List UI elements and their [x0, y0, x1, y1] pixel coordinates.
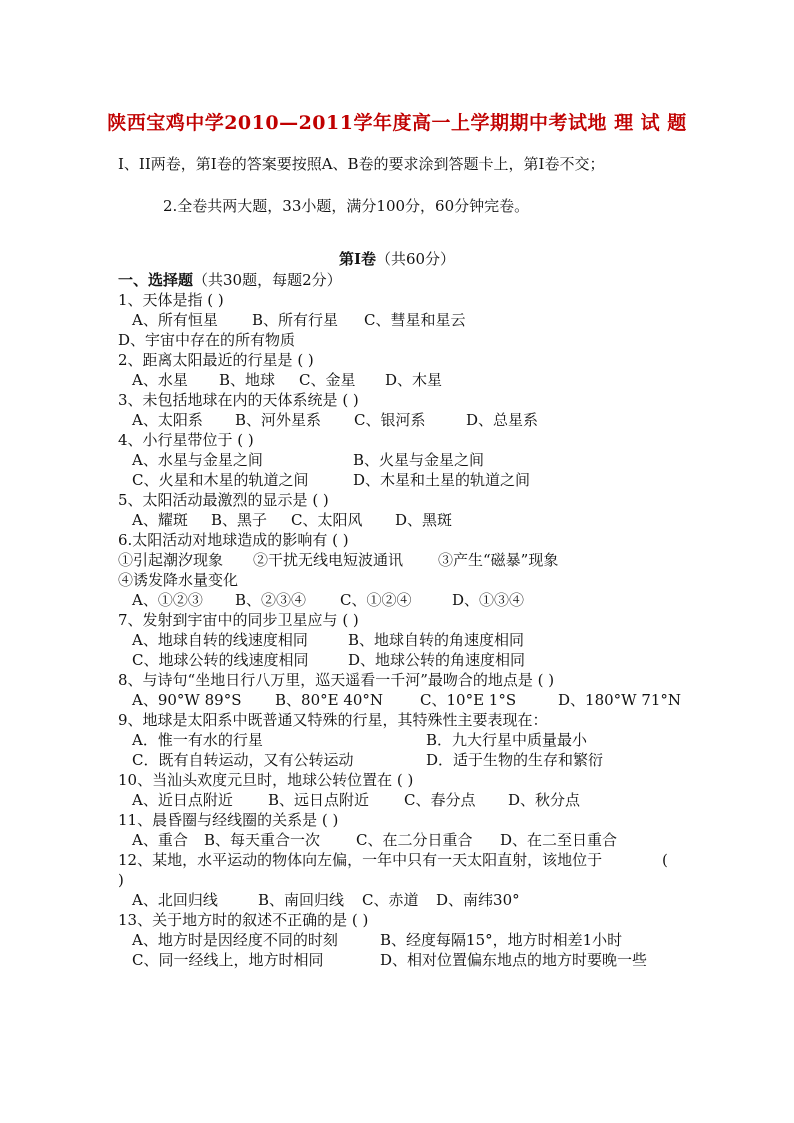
question-stem: 11、晨昏圈与经线圈的关系是 ( )	[118, 811, 339, 829]
paper-heading	[0, 248, 794, 269]
statement: ③产生“磁暴”现象	[438, 551, 559, 569]
option: D、①③④	[452, 591, 525, 609]
option-row	[118, 590, 678, 610]
option: A、水星	[132, 371, 188, 389]
question-stem-row	[118, 850, 678, 870]
option: D．适于生物的生存和繁衍	[426, 751, 604, 769]
option: C、银河系	[354, 411, 426, 429]
statement: ①引起潮汐现象	[118, 551, 224, 569]
option: C、同一经线上，地方时相同	[132, 951, 324, 969]
option: B．九大行星中质量最小	[426, 731, 588, 749]
paper-score: （共60分）	[375, 250, 456, 268]
question-stem: 8、与诗句“坐地日行八万里，巡天遥看一千河”最吻合的地点是 ( )	[118, 671, 555, 689]
option: A、重合	[132, 831, 188, 849]
question-stem: 3、未包括地球在内的天体系统是 ( )	[118, 391, 359, 409]
option: C、10°E 1°S	[420, 691, 517, 709]
question-stem: 12、某地，水平运动的物体向左偏，一年中只有一天太阳直射，该地位于	[118, 851, 603, 869]
option: B、远日点附近	[268, 791, 370, 809]
question-stem: 4、小行星带位于 ( )	[118, 431, 254, 449]
option: C、赤道	[362, 891, 419, 909]
option: D、木星	[385, 371, 443, 389]
option: C、彗星和星云	[364, 311, 466, 329]
option: B、每天重合一次	[204, 831, 321, 849]
option: B、河外星系	[235, 411, 322, 429]
option: C、在二分日重合	[356, 831, 473, 849]
statement-row	[118, 550, 678, 570]
option-row	[118, 310, 678, 330]
section-desc: （共30题，每题2分）	[193, 271, 342, 289]
option: B、南回归线	[258, 891, 345, 909]
option: C、①②④	[340, 591, 412, 609]
section-name: 一、选择题	[118, 271, 194, 289]
statement: ②干扰无线电短波通讯	[253, 551, 404, 569]
option-row	[118, 650, 678, 670]
option-row	[118, 930, 678, 950]
option: C、春分点	[404, 791, 476, 809]
option: B、黑子	[211, 511, 268, 529]
option: B、②③④	[235, 591, 307, 609]
option-row	[118, 450, 678, 470]
option: D、总星系	[466, 411, 539, 429]
option: B、火星与金星之间	[353, 451, 485, 469]
option: D、木星和土星的轨道之间	[353, 471, 531, 489]
option: A、90°W 89°S	[132, 691, 242, 709]
option: C、金星	[299, 371, 356, 389]
option-row	[118, 750, 678, 770]
option: A．惟一有水的行星	[132, 731, 263, 749]
option-row	[118, 690, 682, 710]
option: D、地球公转的角速度相同	[348, 651, 526, 669]
instruction-1: I、II两卷，第I卷的答案要按照A、B卷的要求涂到答题卡上，第I卷不交；	[118, 155, 605, 173]
option: D、南纬30°	[436, 891, 520, 909]
option: C、火星和木星的轨道之间	[132, 471, 309, 489]
option: D、宇宙中存在的所有物质	[118, 331, 296, 349]
option: B、地球	[219, 371, 276, 389]
option: A、所有恒星	[132, 311, 218, 329]
option-row	[118, 510, 678, 530]
option: A、北回归线	[132, 891, 218, 909]
question-stem: 2、距离太阳最近的行星是 ( )	[118, 351, 314, 369]
question-stem: 9、地球是太阳系中既普通又特殊的行星，其特殊性主要表现在：	[118, 711, 548, 729]
question-list	[118, 270, 682, 970]
option: C、太阳风	[291, 511, 363, 529]
question-stem: 6.太阳活动对地球造成的影响有 ( )	[118, 531, 349, 549]
option: B、所有行星	[252, 311, 339, 329]
option-row	[118, 410, 678, 430]
instruction-2: 2.全卷共两大题，33小题，满分100分，60分钟完卷。	[163, 197, 530, 215]
option: A、地方时是因经度不同的时刻	[132, 931, 338, 949]
option: A、地球自转的线速度相同	[132, 631, 308, 649]
option-row	[118, 790, 678, 810]
option: D、相对位置偏东地点的地方时要晚一些	[380, 951, 648, 969]
option: D、秋分点	[508, 791, 581, 809]
question-stem: 5、太阳活动最激烈的显示是 ( )	[118, 491, 329, 509]
option-row	[118, 890, 678, 910]
question-stem: 7、发射到宇宙中的同步卫星应与 ( )	[118, 611, 359, 629]
option: C、地球公转的线速度相同	[132, 651, 309, 669]
option: A、耀斑	[132, 511, 188, 529]
option: D、在二至日重合	[500, 831, 618, 849]
option: B、地球自转的角速度相同	[348, 631, 525, 649]
question-stem: 1、天体是指 ( )	[118, 291, 224, 309]
option: A、近日点附近	[132, 791, 233, 809]
paper-name: 第I卷	[338, 250, 376, 268]
option: B、80°E 40°N	[275, 691, 384, 709]
option-row	[118, 730, 678, 750]
option: D、黑斑	[395, 511, 453, 529]
exam-title: 陕西宝鸡中学2010—2011学年度高一上学期期中考试地 理 试 题	[107, 112, 687, 134]
option: C．既有自转运动，又有公转运动	[132, 751, 354, 769]
option-row	[118, 950, 678, 970]
option: D、180°W 71°N	[558, 691, 682, 709]
option-row	[118, 370, 678, 390]
option: A、水星与金星之间	[132, 451, 263, 469]
option-row	[118, 470, 678, 490]
question-stem: 10、当汕头欢度元旦时，地球公转位置在 ( )	[118, 771, 414, 789]
option-row	[118, 830, 678, 850]
answer-paren-open: (	[662, 851, 668, 869]
statement: ④诱发降水量变化	[118, 571, 239, 589]
question-stem: 13、关于地方时的叙述不正确的是 ( )	[118, 911, 369, 929]
option: A、太阳系	[132, 411, 203, 429]
option: B、经度每隔15°，地方时相差1小时	[380, 931, 623, 949]
option-row	[118, 630, 678, 650]
option: A、①②③	[132, 591, 203, 609]
answer-paren-close: )	[118, 871, 124, 889]
section-heading	[118, 270, 678, 290]
